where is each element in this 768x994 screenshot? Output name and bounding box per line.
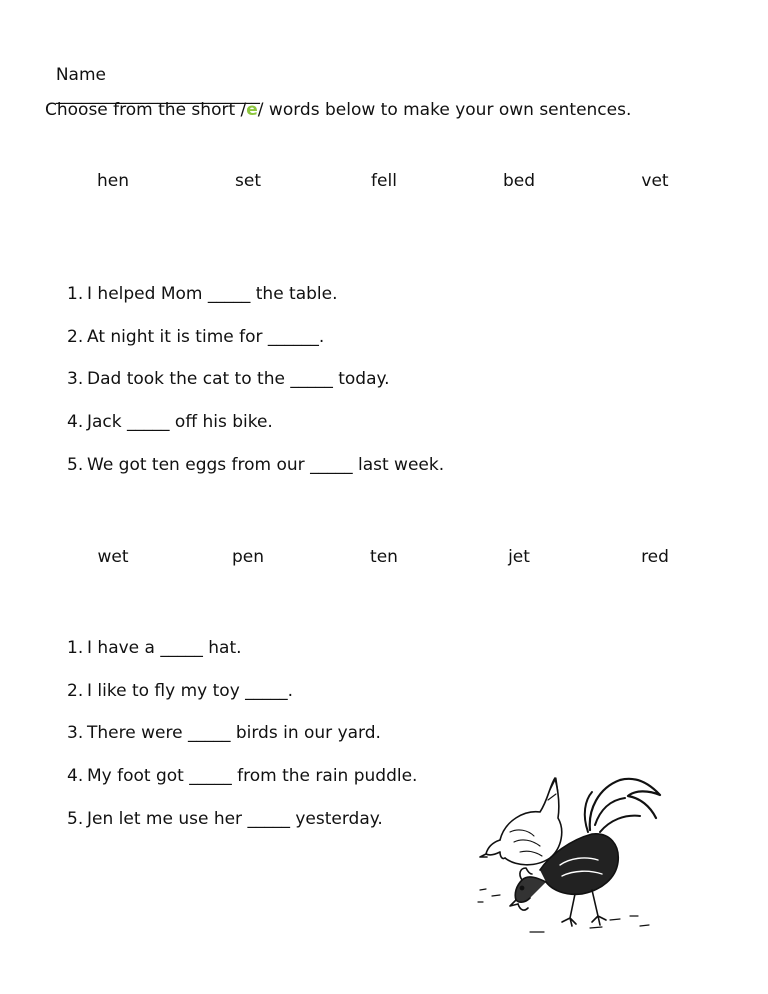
sentence-item: 2. At night it is time for ______.: [67, 327, 325, 347]
instructions: Choose from the short /e/ words below to make your own sentences.: [45, 100, 632, 120]
sentence-item: 1. I have a _____ hat.: [67, 638, 242, 658]
word-bank-1-word: set: [235, 171, 261, 191]
word-bank-2-word: wet: [97, 547, 129, 567]
word-bank-2-word: pen: [231, 547, 265, 567]
sentence-item: 1. I helped Mom _____ the table.: [67, 284, 338, 304]
word-bank-1-word: hen: [96, 171, 129, 191]
word-bank-1-word: bed: [502, 171, 536, 191]
hen-and-rooster-icon: [470, 770, 680, 940]
word-bank-1-word: fell: [371, 171, 397, 191]
sentence-item: 3. There were _____ birds in our yard.: [67, 723, 381, 743]
sentence-item: 4. My foot got _____ from the rain puddle.: [67, 766, 418, 786]
word-bank-2-word: ten: [370, 547, 398, 567]
name-line: [45, 45, 260, 105]
word-bank-2-word: jet: [508, 547, 530, 567]
sentence-item: 5. We got ten eggs from our _____ last week.: [67, 455, 445, 475]
word-bank-2-word: red: [641, 547, 669, 567]
sentence-item: 2. I like to fly my toy _____.: [67, 681, 294, 701]
sentence-item: 4. Jack _____ off his bike.: [67, 412, 273, 432]
sentence-item: 5. Jen let me use her _____ yesterday.: [67, 809, 383, 829]
vowel-highlight: e: [246, 100, 258, 120]
word-bank-1-word: vet: [641, 171, 669, 191]
sentence-item: 3. Dad took the cat to the _____ today.: [67, 369, 390, 389]
name-label: Name: [55, 65, 106, 85]
name-blank[interactable]: ________________________: [55, 85, 260, 105]
